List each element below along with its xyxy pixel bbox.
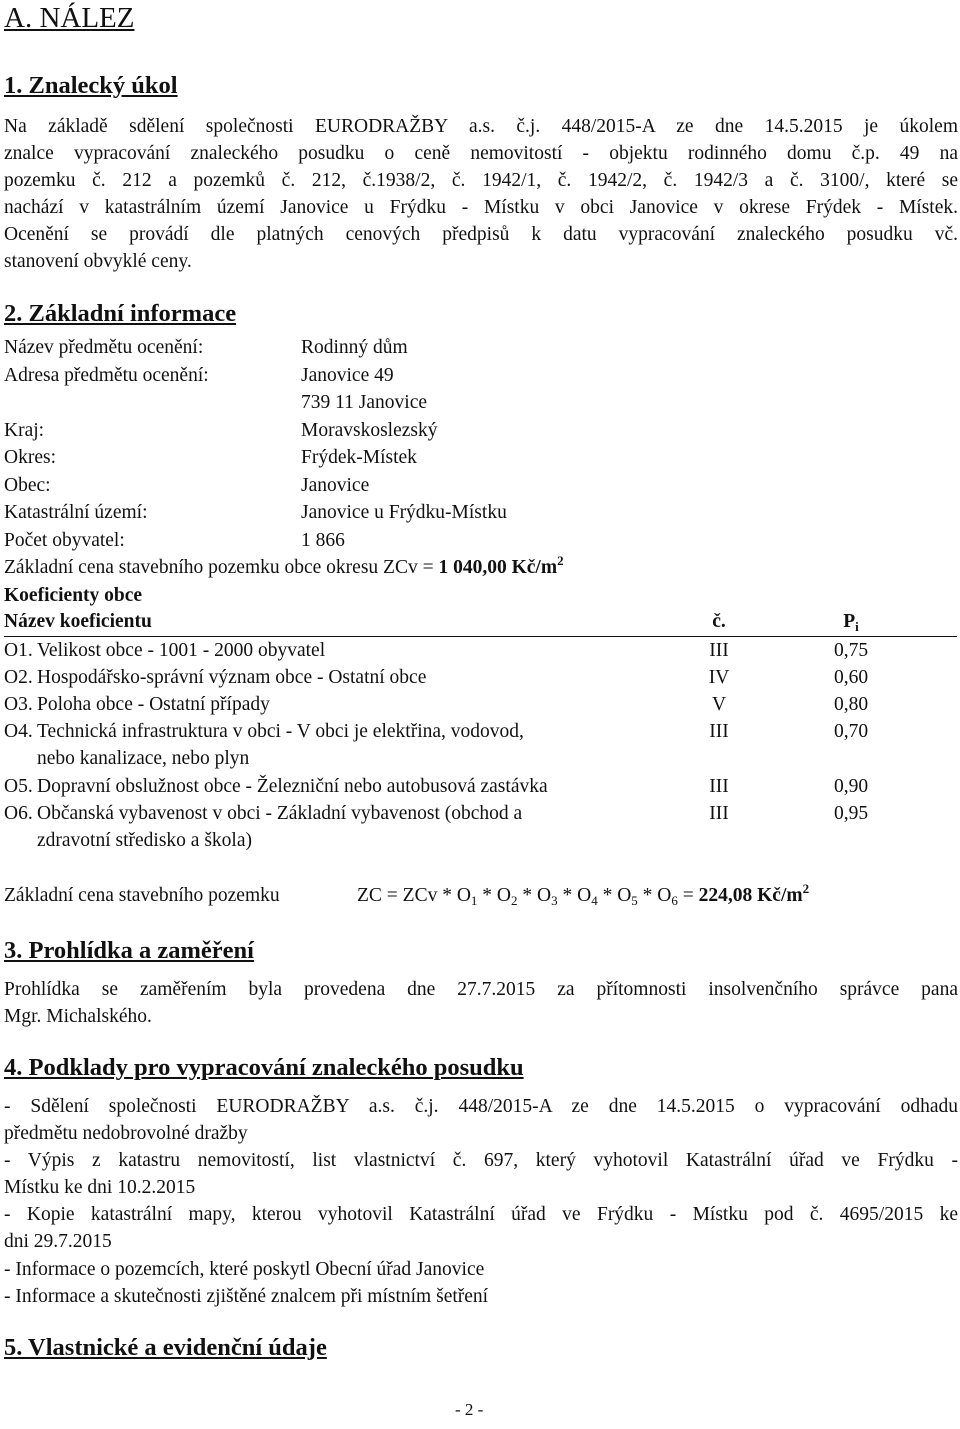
table-row-continuation bbox=[4, 830, 958, 857]
zcv-exponent: 2 bbox=[557, 553, 564, 568]
row-number: IV bbox=[708, 667, 730, 688]
s1-line-4: nachází v katastrálním území Janovice u Frýdku - Místku v obci Janovice v okrese Frýdek - Místek. bbox=[4, 197, 958, 218]
table-row bbox=[4, 667, 958, 694]
row-text: Občanská vybavenost v obci - Základní vybavenost (obchod a bbox=[37, 803, 523, 824]
table-row bbox=[4, 776, 958, 803]
zcv-label: Základní cena stavebního pozemku obce okresu ZCv = bbox=[4, 557, 439, 578]
zc-result: 224,08 Kč/m bbox=[698, 885, 803, 906]
zcv-value: 1 040,00 Kč/m bbox=[438, 557, 558, 578]
row-code: O6. bbox=[4, 803, 33, 824]
section-5-title: 5. Vlastnické a evidenční údaje bbox=[4, 1334, 327, 1361]
s1-line-5: Ocenění se provádí dle platných cenových předpisů k datu vypracování znaleckého posudku vč. bbox=[4, 224, 958, 245]
header-p: $P_i$ bbox=[843, 611, 859, 634]
row-text: Technická infrastruktura v obci - V obci je elektřina, vodovod, bbox=[37, 721, 524, 742]
info-value-region: Moravskoslezský bbox=[301, 420, 438, 441]
info-label-district: Okres: bbox=[4, 447, 56, 468]
s4-line-5: - Kopie katastrální mapy, kterou vyhotovil Katastrální úřad ve Frýdku - Místku pod č. 4695/2015 ke bbox=[4, 1204, 958, 1225]
row-value: 0,75 bbox=[833, 640, 869, 661]
row-value: 0,70 bbox=[833, 721, 869, 742]
zc-exponent: 2 bbox=[802, 881, 810, 896]
s3-line-1: Prohlídka se zaměřením byla provedena dne 27.7.2015 za přítomnosti insolvenčního správce pana bbox=[4, 979, 958, 1000]
row-number: III bbox=[709, 776, 729, 797]
info-label-municipality: Obec: bbox=[4, 475, 51, 496]
info-value-municipality: Janovice bbox=[301, 475, 370, 496]
info-label-cadastre: Katastrální území: bbox=[4, 502, 148, 523]
s4-line-2: předmětu nedobrovolné dražby bbox=[4, 1123, 248, 1144]
row-text: Poloha obce - Ostatní případy bbox=[37, 694, 270, 715]
table-row bbox=[4, 803, 958, 830]
row-number: III bbox=[709, 640, 729, 661]
info-value-zip: 739 11 Janovice bbox=[301, 392, 427, 413]
row-text: Dopravní obslužnost obce - Železniční nebo autobusová zastávka bbox=[37, 776, 548, 797]
row-value: 0,80 bbox=[833, 694, 869, 715]
section-4-title: 4. Podklady pro vypracování znaleckého posudku bbox=[4, 1054, 524, 1081]
header-number: č. bbox=[712, 611, 726, 632]
s4-line-8: - Informace a skutečnosti zjištěné znalcem při místním šetření bbox=[4, 1286, 489, 1307]
row-text: Velikost obce - 1001 - 2000 obyvatel bbox=[37, 640, 326, 661]
row-text: Hospodářsko-správní význam obce - Ostatní obce bbox=[37, 667, 427, 688]
coefficients-title: Koeficienty obce bbox=[4, 585, 143, 606]
row-code: O4. bbox=[4, 721, 33, 742]
row-number: III bbox=[709, 721, 729, 742]
s3-line-2: Mgr. Michalského. bbox=[4, 1006, 152, 1027]
s4-line-4: Místku ke dni 10.2.2015 bbox=[4, 1177, 196, 1198]
s1-line-1: Na základě sdělení společnosti EURODRAŽBY a.s. č.j. 448/2015-A ze dne 14.5.2015 je úkolem bbox=[4, 116, 958, 137]
header-name: Název koeficientu bbox=[4, 611, 152, 632]
zc-label: Základní cena stavebního pozemku bbox=[4, 885, 280, 906]
table-row-continuation bbox=[4, 748, 958, 775]
row-value: 0,60 bbox=[833, 667, 869, 688]
main-heading: A. NÁLEZ bbox=[4, 2, 135, 34]
row-code: O1. bbox=[4, 640, 33, 661]
row-number: III bbox=[709, 803, 729, 824]
page-number: - 2 - bbox=[455, 1400, 484, 1419]
table-row bbox=[4, 640, 958, 667]
info-label-subject: Název předmětu ocenění: bbox=[4, 337, 204, 358]
info-value-population: 1 866 bbox=[301, 530, 345, 551]
row-code: O5. bbox=[4, 776, 33, 797]
row-text-continued: zdravotní středisko a škola) bbox=[37, 830, 252, 851]
section-2-title: 2. Základní informace bbox=[4, 300, 237, 327]
info-value-cadastre: Janovice u Frýdku-Místku bbox=[301, 502, 507, 523]
zc-formula: ZC = ZCv * $O_1 * O_2 * O_3 * O_4 * O_5 * O_6 = 224,08$ $Kč/m^2$ bbox=[357, 881, 810, 908]
table-header-rule bbox=[4, 636, 957, 637]
s1-line-3: pozemku č. 212 a pozemků č. 212, č.1938/2, č. 1942/1, č. 1942/2, č. 1942/3 a č. 3100/, které se bbox=[4, 170, 958, 191]
row-number: V bbox=[711, 694, 727, 715]
s1-line-6: stanovení obvyklé ceny. bbox=[4, 251, 192, 272]
section-3-title: 3. Prohlídka a zaměření bbox=[4, 937, 254, 964]
s4-line-1: - Sdělení společnosti EURODRAŽBY a.s. č.j. 448/2015-A ze dne 14.5.2015 o vypracování odhadu bbox=[4, 1096, 958, 1117]
s4-line-7: - Informace o pozemcích, které poskytl Obecní úřad Janovice bbox=[4, 1259, 485, 1280]
coef-table-header bbox=[4, 611, 958, 638]
info-label-population: Počet obyvatel: bbox=[4, 530, 125, 551]
section-1-title: 1. Znalecký úkol bbox=[4, 72, 178, 99]
zcv-line bbox=[4, 553, 564, 579]
row-code: O2. bbox=[4, 667, 33, 688]
s1-line-2: znalce vypracování znaleckého posudku o ceně nemovitostí - objektu rodinného domu č.p. 49 na bbox=[4, 143, 958, 164]
row-value: 0,95 bbox=[833, 803, 869, 824]
info-label-address: Adresa předmětu ocenění: bbox=[4, 365, 209, 386]
info-value-subject: Rodinný dům bbox=[301, 337, 408, 358]
table-row bbox=[4, 721, 958, 748]
table-row bbox=[4, 694, 958, 721]
info-label-region: Kraj: bbox=[4, 420, 45, 441]
info-value-district: Frýdek-Místek bbox=[301, 447, 417, 468]
row-text-continued: nebo kanalizace, nebo plyn bbox=[37, 748, 250, 769]
s4-line-6: dni 29.7.2015 bbox=[4, 1231, 112, 1252]
row-value: 0,90 bbox=[833, 776, 869, 797]
row-code: O3. bbox=[4, 694, 33, 715]
info-value-address: Janovice 49 bbox=[301, 365, 394, 386]
s4-line-3: - Výpis z katastru nemovitostí, list vlastnictví č. 697, který vyhotovil Katastrální úřad ve Frýdku - bbox=[4, 1150, 958, 1171]
